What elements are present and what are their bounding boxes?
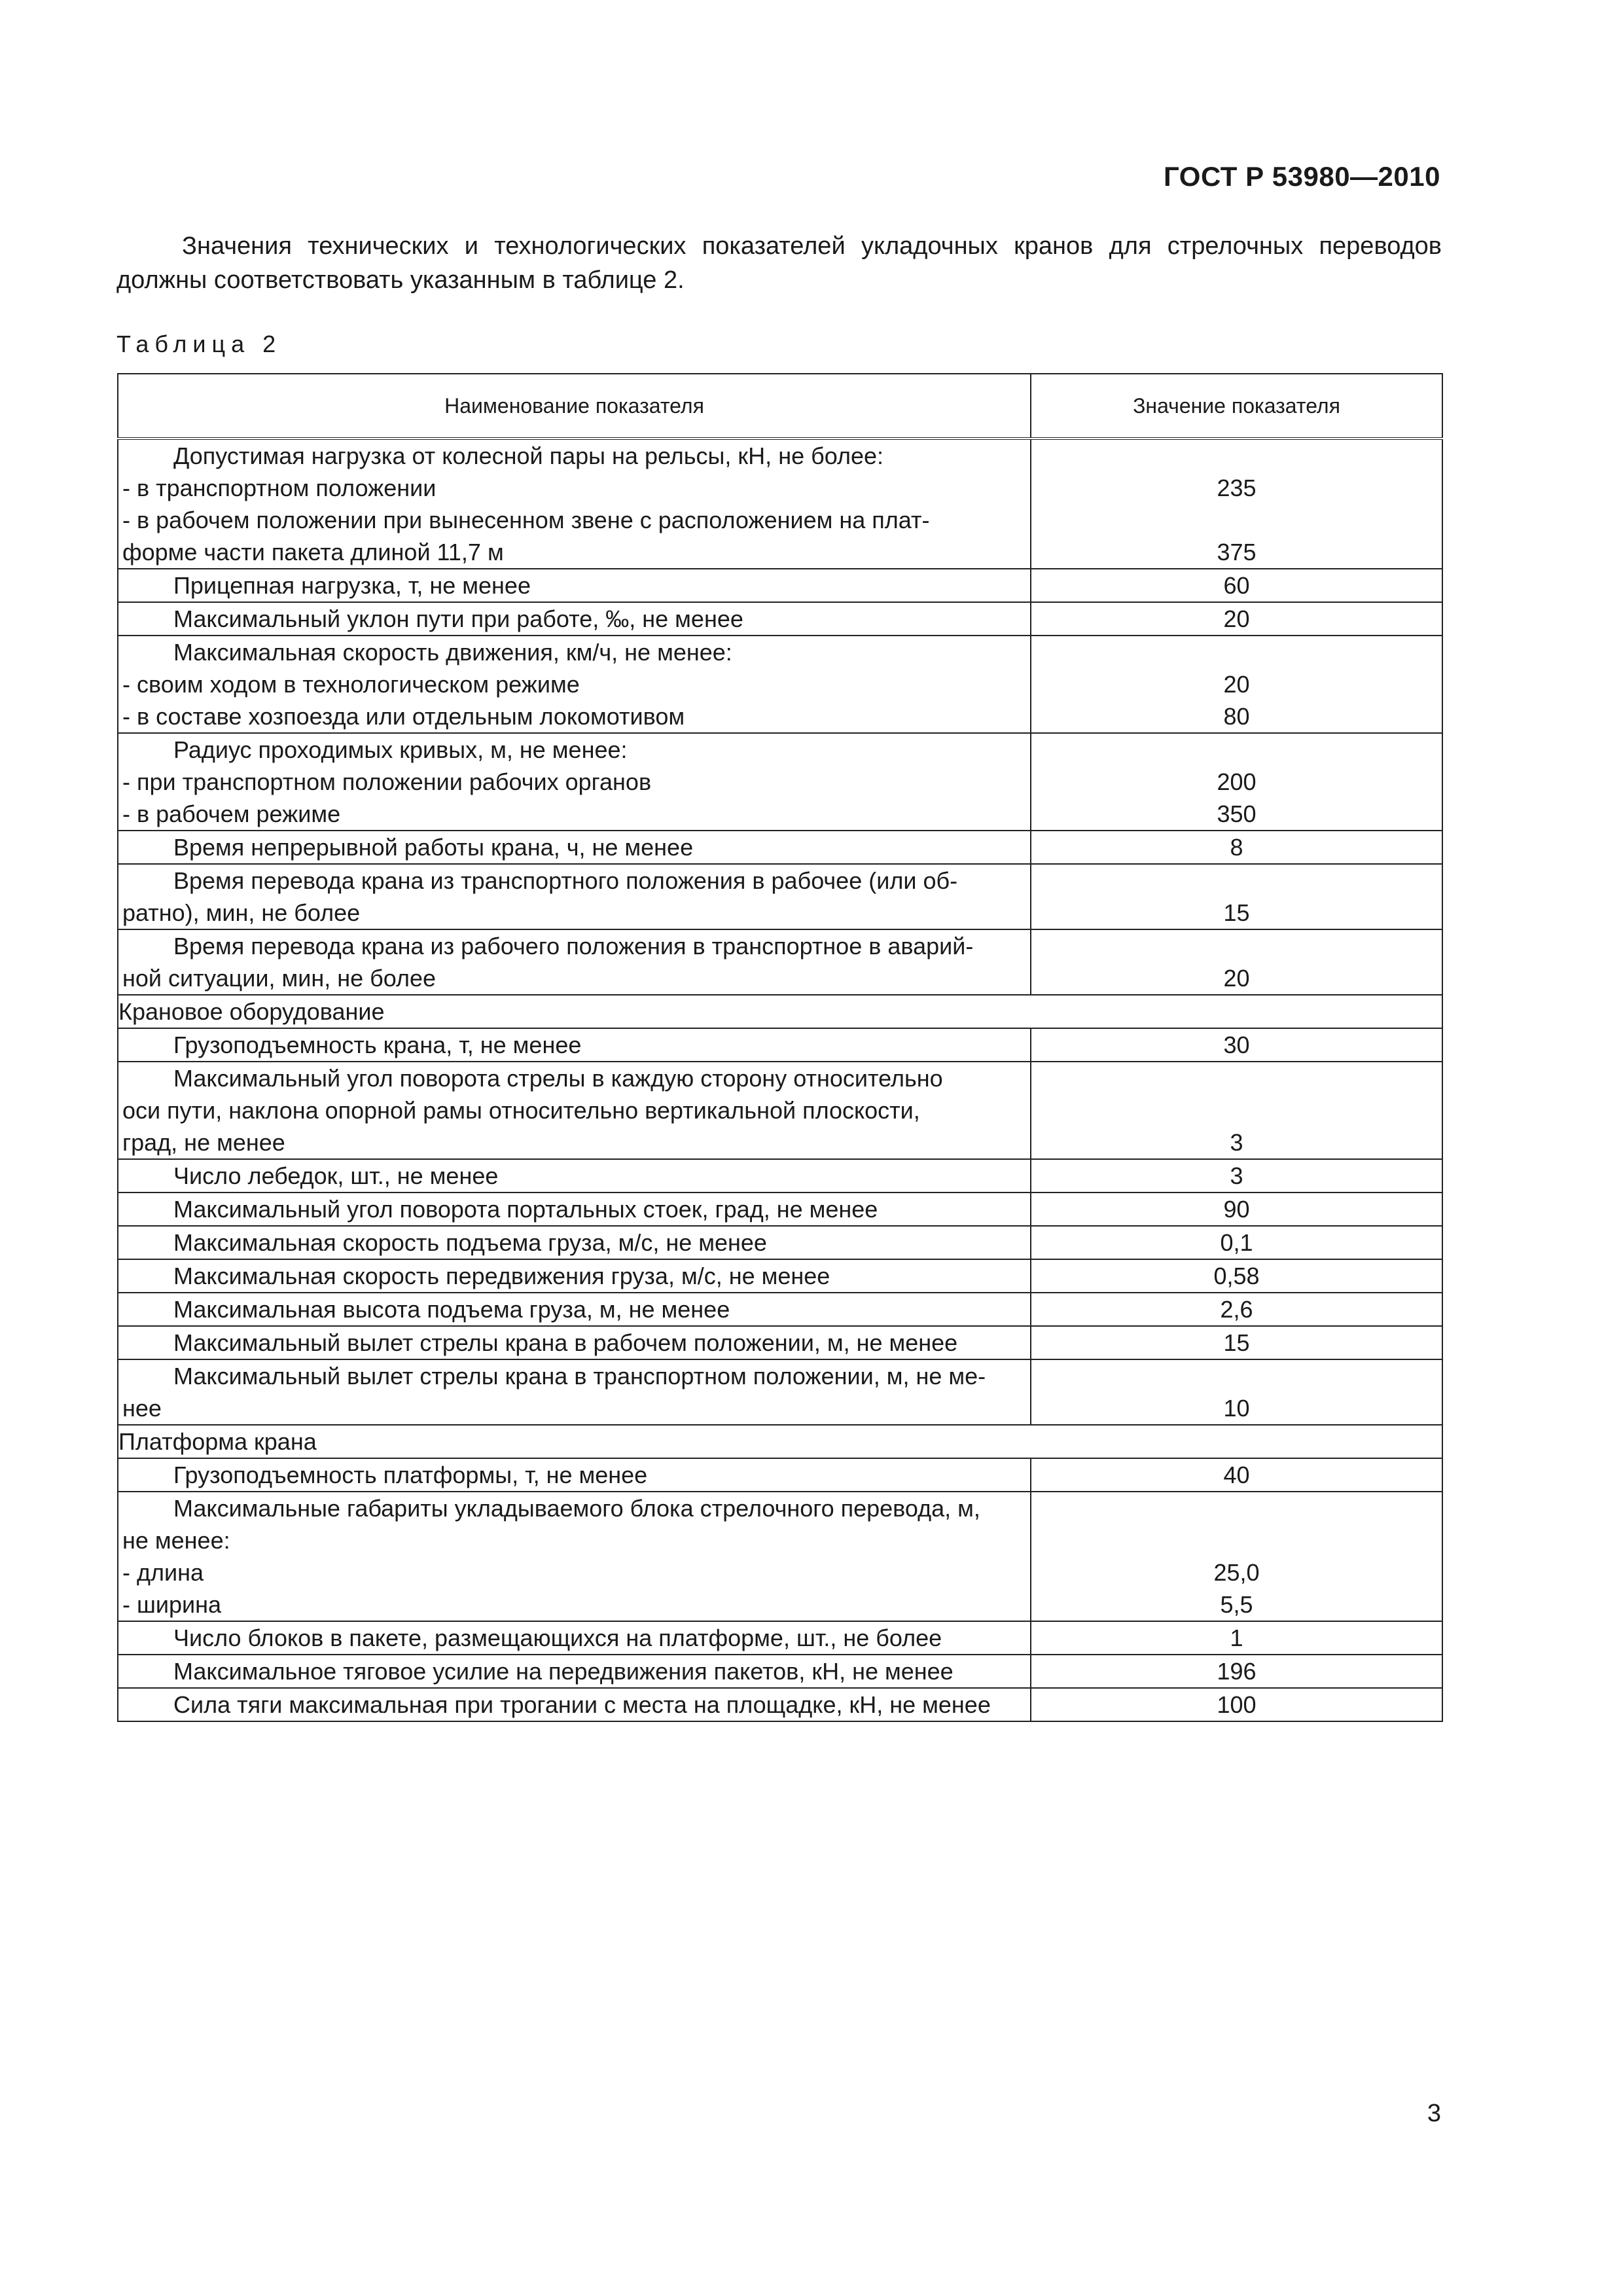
table-row — [118, 1193, 1442, 1226]
parameter-value: 20 — [1223, 965, 1250, 992]
parameter-name-cell — [118, 439, 1031, 569]
parameter-name-line: Время перевода крана из транспортного положения в рабочее (или об- — [173, 867, 958, 894]
value-spacer — [1031, 1524, 1442, 1556]
parameter-value-cell — [1031, 439, 1442, 569]
parameter-value: 375 — [1217, 539, 1257, 565]
parameter-name-cell — [118, 1458, 1031, 1492]
parameter-value: 3 — [1230, 1162, 1243, 1189]
parameter-name-cell — [118, 1193, 1031, 1226]
parameter-value: 25,0 — [1213, 1559, 1260, 1586]
parameter-name-line: - в рабочем режиме — [122, 800, 341, 827]
parameter-value-cell — [1031, 569, 1442, 602]
parameter-value: 200 — [1217, 768, 1257, 795]
parameter-name-line: Максимальное тяговое усилие на передвижения пакетов, кН, не менее — [173, 1658, 954, 1685]
parameter-name-line: Максимальные габариты укладываемого блока стрелочного перевода, м, — [173, 1495, 980, 1522]
parameter-name-line: - в составе хозпоезда или отдельным локомотивом — [122, 703, 685, 730]
parameter-name-line: - в рабочем положении при вынесенном звене с расположением на плат- — [122, 507, 930, 533]
value-spacer — [1031, 930, 1442, 962]
value-spacer — [1031, 1094, 1442, 1126]
table-row — [118, 1621, 1442, 1655]
parameter-value-cell — [1031, 929, 1442, 995]
parameter-value-cell — [1031, 1159, 1442, 1193]
parameter-name-line: не менее: — [122, 1527, 230, 1554]
table-row — [118, 1492, 1442, 1621]
section-row — [118, 1425, 1442, 1458]
parameter-value: 196 — [1217, 1658, 1257, 1685]
parameter-value: 30 — [1223, 1031, 1250, 1058]
table-caption: Таблица 2 — [116, 331, 282, 357]
parameter-name-line: Максимальный вылет стрелы крана в рабочем положении, м, не менее — [173, 1329, 958, 1356]
parameter-name-line: Максимальная скорость подъема груза, м/с, не менее — [173, 1229, 767, 1256]
parameter-value: 15 — [1223, 1329, 1250, 1356]
parameter-value: 2,6 — [1220, 1296, 1253, 1323]
parameter-name-line: - при транспортном положении рабочих органов — [122, 768, 652, 795]
parameter-name-line: Прицепная нагрузка, т, не менее — [173, 572, 531, 599]
parameter-name-cell — [118, 1259, 1031, 1293]
parameter-name-cell — [118, 569, 1031, 602]
parameter-value: 5,5 — [1220, 1591, 1253, 1618]
table-row — [118, 733, 1442, 831]
parameter-value: 3 — [1230, 1129, 1243, 1156]
parameter-name-line: Грузоподъемность платформы, т, не менее — [173, 1462, 648, 1488]
table-row — [118, 929, 1442, 995]
table-body — [118, 439, 1442, 1721]
parameter-name-line: - своим ходом в технологическом режиме — [122, 671, 580, 698]
table-row — [118, 569, 1442, 602]
parameter-value: 100 — [1217, 1691, 1257, 1718]
parameter-name-line: Максимальная высота подъема груза, м, не менее — [173, 1296, 730, 1323]
parameter-value-cell — [1031, 1293, 1442, 1326]
table-row — [118, 864, 1442, 929]
parameter-name-line: Максимальный вылет стрелы крана в транспортном положении, м, не ме- — [173, 1363, 986, 1390]
parameter-name-line: нее — [122, 1395, 162, 1422]
parameter-value-cell — [1031, 1621, 1442, 1655]
table-row — [118, 1458, 1442, 1492]
parameter-value-cell — [1031, 1326, 1442, 1359]
section-row — [118, 995, 1442, 1028]
parameter-name-line: Грузоподъемность крана, т, не менее — [173, 1031, 582, 1058]
parameter-name-line: Максимальная скорость передвижения груза, м/с, не менее — [173, 1263, 830, 1289]
parameter-name-cell — [118, 831, 1031, 864]
parameter-value: 40 — [1223, 1462, 1250, 1488]
parameter-name-cell — [118, 1062, 1031, 1159]
parameter-name-line: Число лебедок, шт., не менее — [173, 1162, 499, 1189]
value-spacer — [1031, 504, 1442, 536]
column-header-value: Значение показателя — [1031, 374, 1442, 439]
parameter-name-cell — [118, 929, 1031, 995]
parameter-name-line: Максимальный угол поворота стрелы в каждую сторону относительно — [173, 1065, 943, 1092]
parameter-value-cell — [1031, 1259, 1442, 1293]
parameter-name-line: - в транспортном положении — [122, 475, 437, 501]
parameter-name-cell — [118, 1326, 1031, 1359]
parameter-value: 1 — [1230, 1624, 1243, 1651]
table-row — [118, 1688, 1442, 1721]
standard-designation: ГОСТ Р 53980—2010 — [1164, 161, 1440, 192]
parameter-value-cell — [1031, 1226, 1442, 1259]
parameter-value: 20 — [1223, 671, 1250, 698]
section-title: Платформа крана — [118, 1425, 1442, 1458]
parameter-value-cell — [1031, 733, 1442, 831]
parameter-name-line: Максимальный угол поворота портальных стоек, град, не менее — [173, 1196, 878, 1223]
table-row — [118, 1293, 1442, 1326]
table-row — [118, 1655, 1442, 1688]
parameter-name-line: Допустимая нагрузка от колесной пары на рельсы, кН, не более: — [173, 442, 883, 469]
parameter-name-line: ной ситуации, мин, не более — [122, 965, 437, 992]
parameter-value-cell — [1031, 1028, 1442, 1062]
table-row — [118, 636, 1442, 733]
parameter-name-line: град, не менее — [122, 1129, 285, 1156]
value-spacer — [1031, 734, 1442, 766]
parameter-name-line: - ширина — [122, 1591, 222, 1618]
parameter-value: 10 — [1223, 1395, 1250, 1422]
table-row — [118, 1159, 1442, 1193]
parameter-name-line: Время непрерывной работы крана, ч, не менее — [173, 834, 694, 861]
parameter-value-cell — [1031, 831, 1442, 864]
table-row — [118, 1259, 1442, 1293]
parameter-value: 350 — [1217, 800, 1257, 827]
value-spacer — [1031, 636, 1442, 668]
value-spacer — [1031, 440, 1442, 472]
parameter-name-line: Сила тяги максимальная при трогании с места на площадке, кН, не менее — [173, 1691, 991, 1718]
parameter-name-line: форме части пакета длиной 11,7 м — [122, 539, 504, 565]
parameter-name-line: Максимальная скорость движения, км/ч, не менее: — [173, 639, 732, 666]
parameter-value-cell — [1031, 1458, 1442, 1492]
parameter-value-cell — [1031, 1492, 1442, 1621]
parameter-name-cell — [118, 1359, 1031, 1425]
parameter-value: 80 — [1223, 703, 1250, 730]
parameter-value-cell — [1031, 602, 1442, 636]
parameter-value: 0,58 — [1213, 1263, 1260, 1289]
section-title: Крановое оборудование — [118, 995, 1442, 1028]
parameter-name-cell — [118, 1159, 1031, 1193]
parameter-value: 90 — [1223, 1196, 1250, 1223]
parameter-value-cell — [1031, 1193, 1442, 1226]
value-spacer — [1031, 1492, 1442, 1524]
intro-paragraph: Значения технических и технологических показателей укладочных кранов для стрелочных переводов должны соответствовать указанным в таблице 2. — [116, 232, 1442, 294]
parameter-name-cell — [118, 1621, 1031, 1655]
table-row — [118, 1226, 1442, 1259]
parameter-value-cell — [1031, 636, 1442, 733]
parameter-value-cell — [1031, 1359, 1442, 1425]
parameter-name-cell — [118, 864, 1031, 929]
parameter-value: 8 — [1230, 834, 1243, 861]
parameter-value: 0,1 — [1220, 1229, 1253, 1256]
table-row — [118, 1359, 1442, 1425]
table-row — [118, 1062, 1442, 1159]
table-row — [118, 1326, 1442, 1359]
parameter-name-line: Максимальный уклон пути при работе, ‰, не менее — [173, 605, 743, 632]
parameters-table — [117, 373, 1443, 1722]
value-spacer — [1031, 1062, 1442, 1094]
parameter-name-line: оси пути, наклона опорной рамы относительно вертикальной плоскости, — [122, 1097, 920, 1124]
column-header-name: Наименование показателя — [118, 374, 1031, 439]
parameter-name-line: ратно), мин, не более — [122, 899, 361, 926]
parameter-name-cell — [118, 733, 1031, 831]
parameter-name-cell — [118, 1655, 1031, 1688]
parameter-value-cell — [1031, 1688, 1442, 1721]
value-spacer — [1031, 1360, 1442, 1392]
parameter-name-line: Число блоков в пакете, размещающихся на платформе, шт., не более — [173, 1624, 942, 1651]
parameter-name-cell — [118, 1688, 1031, 1721]
parameter-value: 15 — [1223, 899, 1250, 926]
page-number: 3 — [1427, 2100, 1441, 2127]
parameter-name-cell — [118, 1293, 1031, 1326]
table-row — [118, 439, 1442, 569]
parameter-name-cell — [118, 1028, 1031, 1062]
parameter-name-cell — [118, 636, 1031, 733]
parameter-value-cell — [1031, 1655, 1442, 1688]
table-header-row — [118, 374, 1442, 439]
parameter-name-cell — [118, 602, 1031, 636]
table-row — [118, 1028, 1442, 1062]
parameter-name-line: - длина — [122, 1559, 204, 1586]
parameter-value: 60 — [1223, 572, 1250, 599]
value-spacer — [1031, 865, 1442, 897]
parameter-name-cell — [118, 1492, 1031, 1621]
parameter-value-cell — [1031, 864, 1442, 929]
parameter-value: 20 — [1223, 605, 1250, 632]
parameter-name-line: Радиус проходимых кривых, м, не менее: — [173, 736, 628, 763]
table-row — [118, 602, 1442, 636]
parameter-value-cell — [1031, 1062, 1442, 1159]
table-row — [118, 831, 1442, 864]
parameter-name-line: Время перевода крана из рабочего положения в транспортное в аварий- — [173, 933, 974, 960]
parameter-value: 235 — [1217, 475, 1257, 501]
parameter-name-cell — [118, 1226, 1031, 1259]
